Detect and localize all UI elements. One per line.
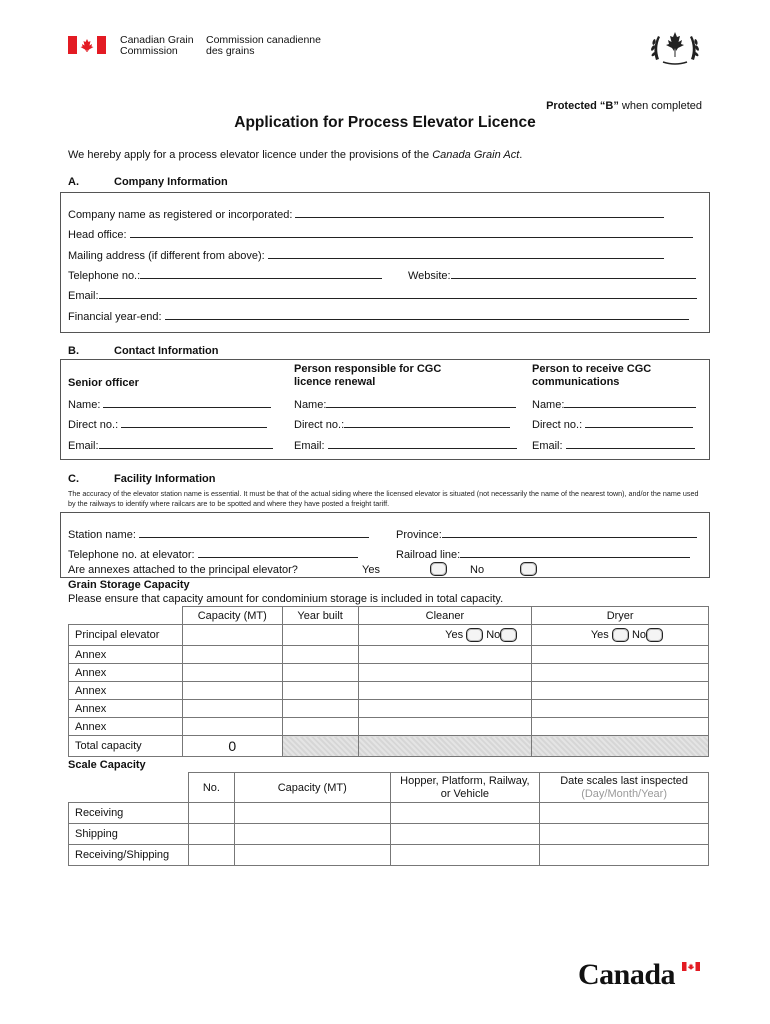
scale-date-cell[interactable] [540, 803, 709, 824]
org-name-en: Canadian Grain Commission [120, 34, 194, 57]
cleaner-no-label: No [486, 628, 501, 641]
senior-officer-header: Senior officer [68, 377, 139, 389]
annex-cleaner-cell[interactable] [358, 664, 532, 682]
communications-person-direct[interactable]: Direct no.: [532, 418, 693, 431]
mailing-address-field[interactable]: Mailing address (if different from above): [68, 249, 664, 262]
total-capacity-value: 0 [182, 736, 282, 757]
annexes-yes-label: Yes [362, 564, 380, 576]
province-field[interactable]: Province: [396, 528, 697, 541]
annex-capacity-cell[interactable] [182, 664, 282, 682]
dryer-no-radio[interactable] [646, 628, 663, 642]
scale-capacity-cell[interactable] [234, 824, 390, 845]
shaded-cell [282, 736, 358, 757]
annex-dryer-cell[interactable] [532, 664, 709, 682]
canada-wordmark: Canada [578, 958, 676, 991]
fiscal-year-end-field[interactable]: Financial year-end: [68, 310, 689, 323]
wordmark-flag-icon [682, 962, 700, 971]
head-office-field[interactable]: Head office: [68, 228, 693, 241]
year-built-header: Year built [282, 607, 358, 625]
table-row-label: Receiving/Shipping [69, 845, 189, 866]
scale-no-cell[interactable] [188, 824, 234, 845]
hopper-header: Hopper, Platform, Railway, or Vehicle [390, 773, 540, 803]
annex-year-cell[interactable] [282, 664, 358, 682]
dryer-no-label: No [631, 628, 646, 641]
annex-capacity-cell[interactable] [182, 718, 282, 736]
scale-capacity-cell[interactable] [234, 803, 390, 824]
storage-table [68, 606, 709, 757]
scale-type-cell[interactable] [390, 845, 540, 866]
annex-capacity-cell[interactable] [182, 700, 282, 718]
senior-officer-name[interactable]: Name: [68, 398, 271, 411]
scale-capacity-cell[interactable] [234, 845, 390, 866]
renewal-person-name[interactable]: Name: [294, 398, 516, 411]
scale-no-cell[interactable] [188, 845, 234, 866]
senior-officer-email[interactable]: Email: [68, 439, 273, 452]
storage-heading: Grain Storage Capacity [68, 579, 190, 591]
cleaner-header: Cleaner [358, 607, 532, 625]
scale-heading: Scale Capacity [68, 759, 146, 771]
storage-note: Please ensure that capacity amount for condominium storage is included in total capacity. [68, 593, 504, 605]
renewal-person-email[interactable]: Email: [294, 439, 517, 452]
annex-cleaner-cell[interactable] [358, 682, 532, 700]
date-inspected-header: Date scales last inspected (Day/Month/Year) [540, 773, 709, 803]
cleaner-yes-radio[interactable] [466, 628, 483, 642]
annex-year-cell[interactable] [282, 700, 358, 718]
no-header: No. [188, 773, 234, 803]
annex-year-cell[interactable] [282, 718, 358, 736]
table-row-label: Annex [69, 700, 183, 718]
table-row-label: Annex [69, 646, 183, 664]
annexes-question: Are annexes attached to the principal elevator? [68, 564, 298, 576]
annex-capacity-cell[interactable] [182, 682, 282, 700]
annex-dryer-cell[interactable] [532, 682, 709, 700]
dryer-header: Dryer [532, 607, 709, 625]
facility-note: The accuracy of the elevator station name is essential. It must be that of the actual siding where the licensed elevator is situated (not necessarily the name of the nearest town), and/or the name used by the railways to identify where railcars are to be spotted and where they have posted a freight tariff. [68, 489, 699, 508]
page-title: Application for Process Elevator Licence [234, 114, 536, 131]
station-name-field[interactable]: Station name: [68, 528, 369, 541]
org-name-fr: Commission canadienne des grains [206, 34, 321, 57]
senior-officer-direct[interactable]: Direct no.: [68, 418, 267, 431]
company-name-field[interactable]: Company name as registered or incorporated: [68, 208, 664, 221]
renewal-person-direct[interactable]: Direct no.: [294, 418, 510, 431]
annex-capacity-cell[interactable] [182, 646, 282, 664]
annex-dryer-cell[interactable] [532, 700, 709, 718]
annex-cleaner-cell[interactable] [358, 718, 532, 736]
scale-type-cell[interactable] [390, 803, 540, 824]
annexes-no-label: No [470, 564, 485, 576]
elevator-telephone-field[interactable]: Telephone no. at elevator: [68, 548, 358, 561]
storage-header-blank [69, 607, 183, 625]
cleaner-yes-label: Yes [445, 628, 464, 641]
dryer-cell [532, 625, 709, 646]
table-row-label: Annex [69, 718, 183, 736]
table-row-label: Shipping [69, 824, 189, 845]
table-row-label: Receiving [69, 803, 189, 824]
website-field[interactable]: Website: [408, 269, 696, 282]
cgc-renewal-header: Person responsible for CGC licence renewal [294, 363, 442, 388]
annex-cleaner-cell[interactable] [358, 646, 532, 664]
table-row-label: Total capacity [69, 736, 183, 757]
shaded-cell [532, 736, 709, 757]
dryer-yes-label: Yes [590, 628, 609, 641]
annex-year-cell[interactable] [282, 646, 358, 664]
scale-no-cell[interactable] [188, 803, 234, 824]
wheat-crest-icon [648, 26, 702, 66]
communications-person-name[interactable]: Name: [532, 398, 696, 411]
cgc-communications-header: Person to receive CGC communications [532, 363, 652, 388]
email-field[interactable]: Email: [68, 289, 697, 302]
scale-header-blank [69, 773, 189, 803]
scale-type-cell[interactable] [390, 824, 540, 845]
capacity-header: Capacity (MT) [182, 607, 282, 625]
annexes-no-radio[interactable] [520, 562, 537, 576]
table-row-label: Principal elevator [69, 625, 183, 646]
communications-person-email[interactable]: Email: [532, 439, 695, 452]
section-a-heading: A. Company Information [68, 176, 228, 188]
shaded-cell [358, 736, 532, 757]
annexes-yes-radio[interactable] [430, 562, 447, 576]
cleaner-cell [358, 625, 532, 646]
cleaner-no-radio[interactable] [500, 628, 517, 642]
scale-table [68, 772, 709, 866]
principal-year-cell[interactable] [282, 625, 358, 646]
annex-dryer-cell[interactable] [532, 646, 709, 664]
intro-text: We hereby apply for a process elevator licence under the provisions of the Canada Grain Act. [68, 149, 523, 161]
annex-year-cell[interactable] [282, 682, 358, 700]
annex-cleaner-cell[interactable] [358, 700, 532, 718]
section-b-heading: B. Contact Information [68, 345, 219, 357]
principal-capacity-cell[interactable] [182, 625, 282, 646]
scale-date-cell[interactable] [540, 824, 709, 845]
railroad-line-field[interactable]: Railroad line: [396, 548, 690, 561]
telephone-field[interactable]: Telephone no.: [68, 269, 382, 282]
protected-notice: Protected “B” when completed [546, 100, 702, 112]
dryer-yes-radio[interactable] [612, 628, 629, 642]
annex-dryer-cell[interactable] [532, 718, 709, 736]
canada-flag-icon [68, 36, 106, 54]
scale-capacity-header: Capacity (MT) [234, 773, 390, 803]
table-row-label: Annex [69, 682, 183, 700]
table-row-label: Annex [69, 664, 183, 682]
scale-date-cell[interactable] [540, 845, 709, 866]
section-c-heading: C. Facility Information [68, 473, 216, 485]
